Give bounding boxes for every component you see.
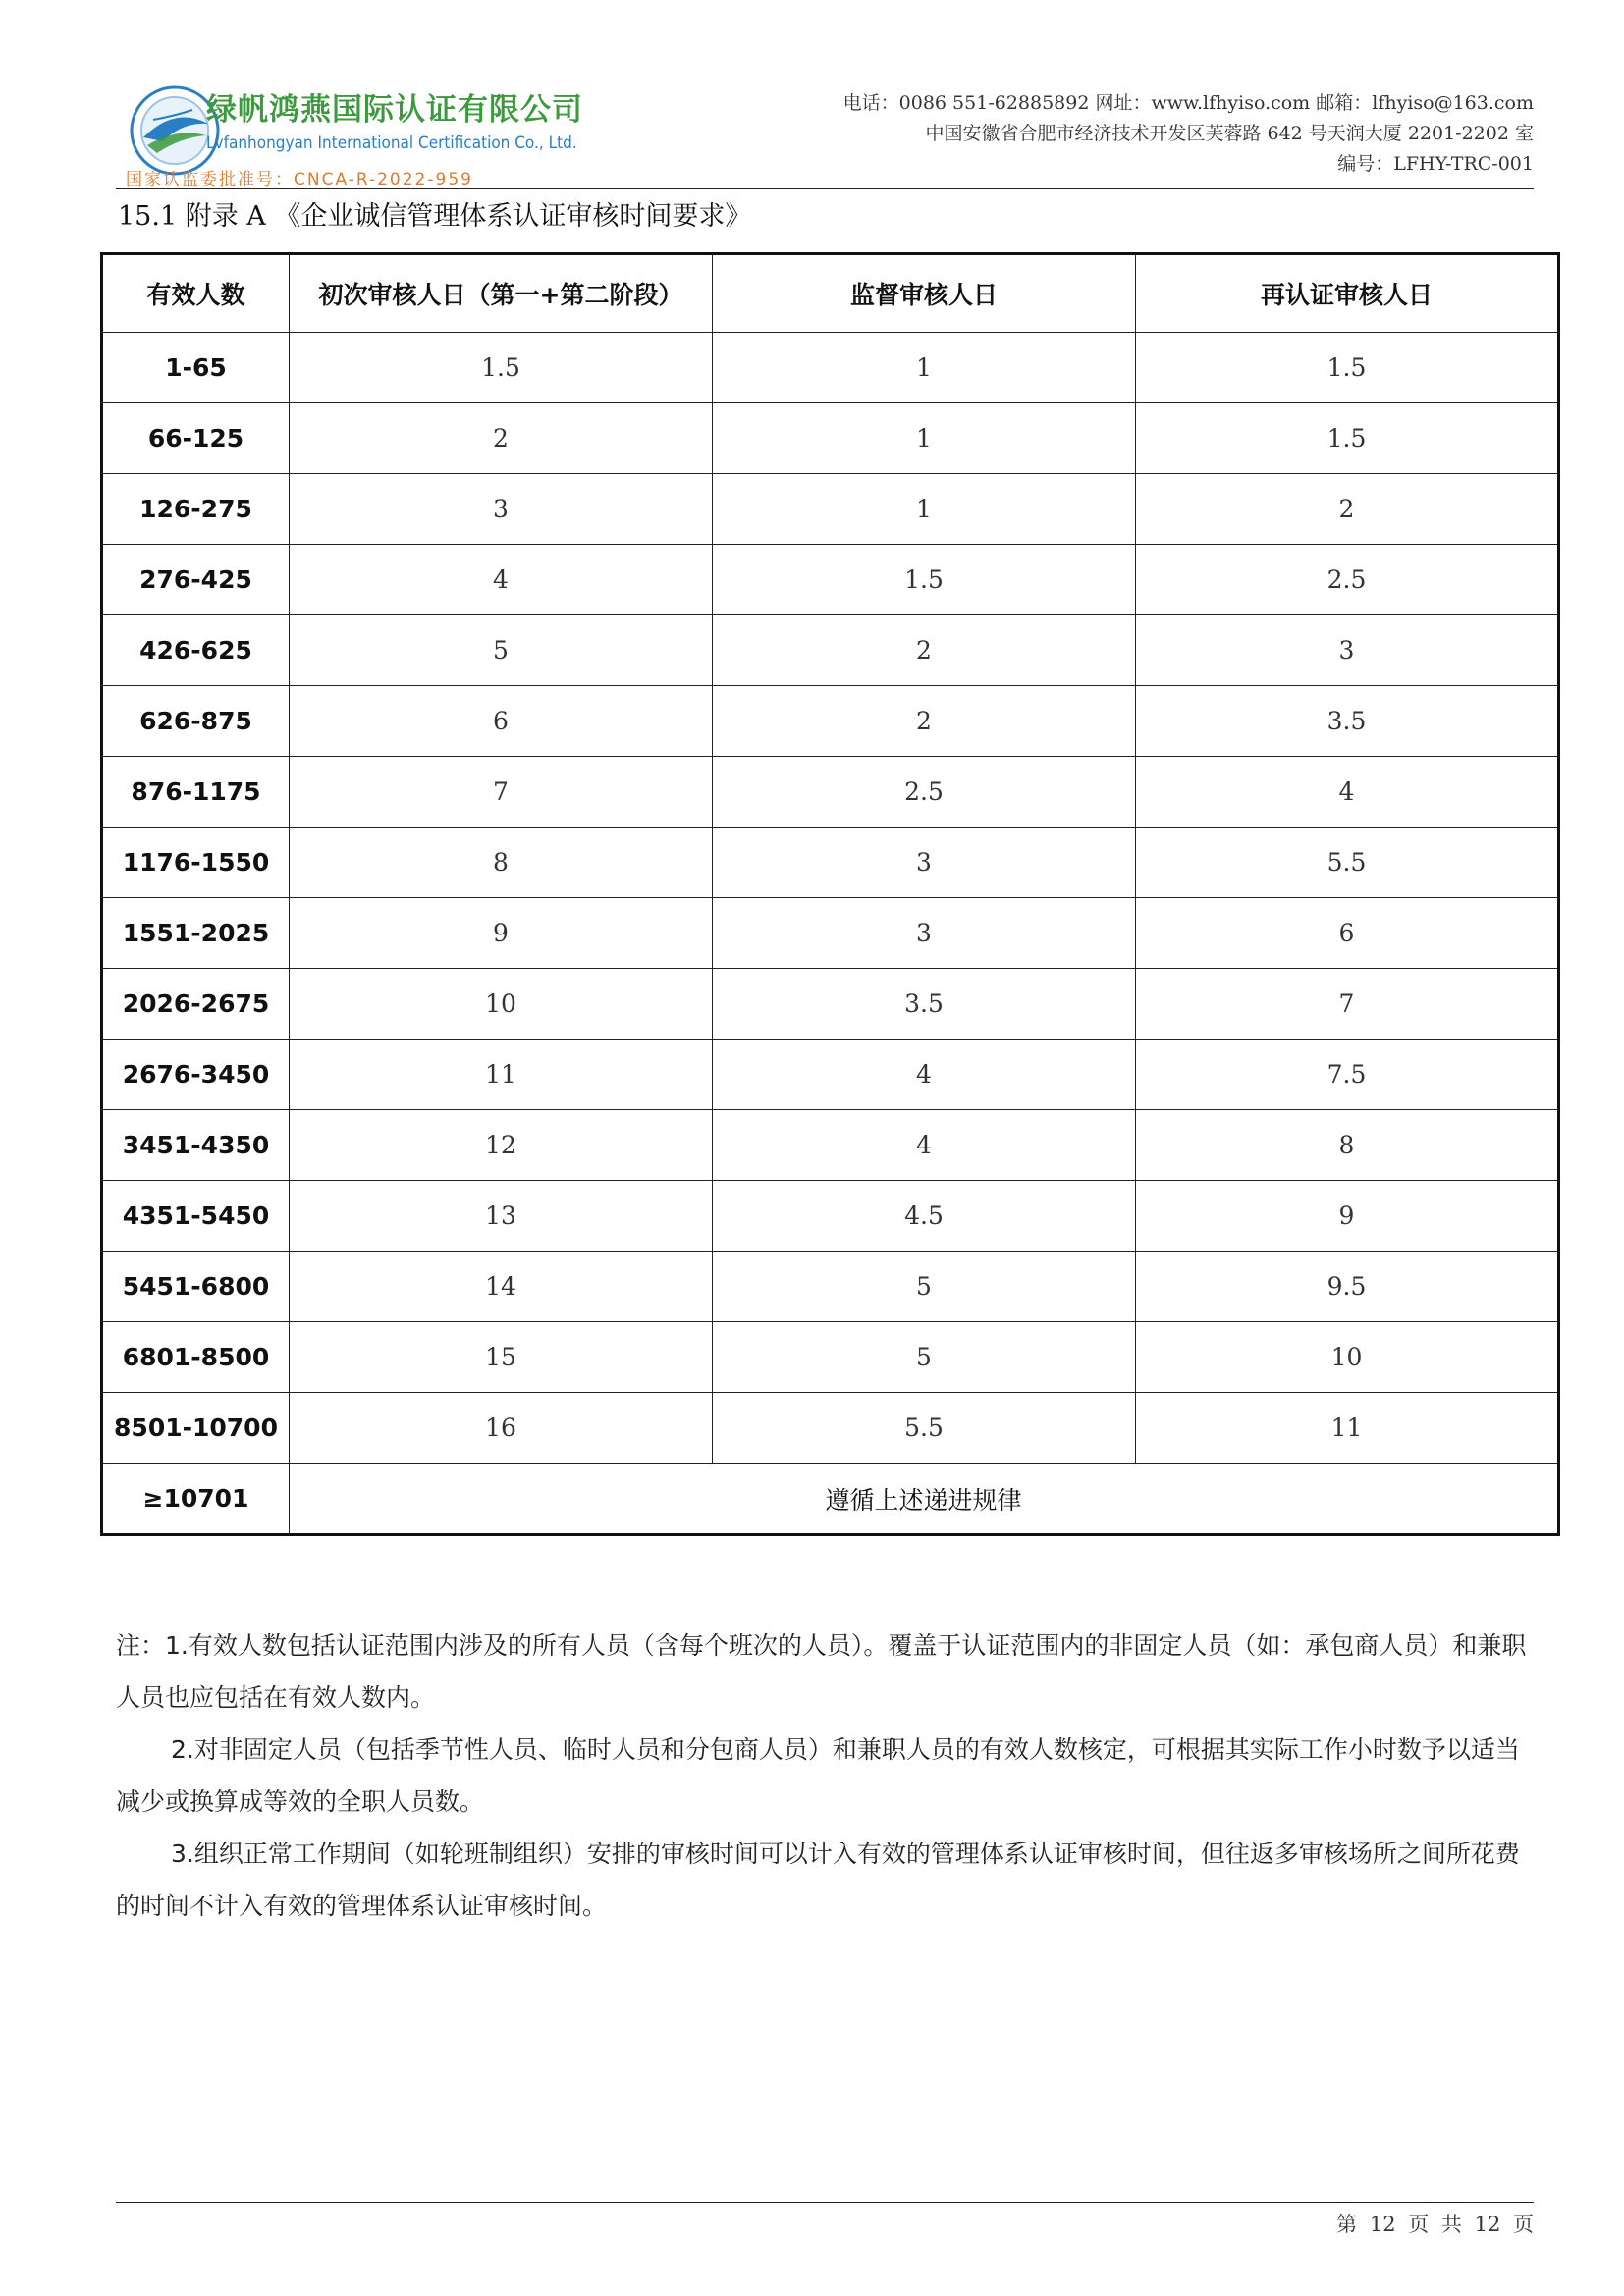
- cell-recertification-days: 1.5: [1136, 333, 1559, 403]
- cell-recertification-days: 2: [1136, 474, 1559, 545]
- cell-recertification-days: 2.5: [1136, 545, 1559, 615]
- cell-surveillance-days: 5: [713, 1252, 1136, 1322]
- table-row: [102, 1322, 1559, 1393]
- cell-surveillance-days: 1.5: [713, 545, 1136, 615]
- cell-range: 1551-2025: [102, 898, 290, 969]
- cell-range: 1176-1550: [102, 828, 290, 898]
- table-row: [102, 757, 1559, 828]
- cell-surveillance-days: 4: [713, 1040, 1136, 1110]
- cell-initial-audit-days: 9: [290, 898, 713, 969]
- company-name-en: Lvfanhongyan International Certification Co., Ltd.: [206, 133, 577, 153]
- cell-surveillance-days: 2: [713, 686, 1136, 757]
- cell-recertification-days: 4: [1136, 757, 1559, 828]
- cell-merged-rule: 遵循上述递进规律: [290, 1464, 1559, 1535]
- cell-range: 626-875: [102, 686, 290, 757]
- cell-recertification-days: 7.5: [1136, 1040, 1559, 1110]
- cell-recertification-days: 6: [1136, 898, 1559, 969]
- letterhead: [116, 69, 1534, 187]
- note-3: 3.组织正常工作期间（如轮班制组织）安排的审核时间可以计入有效的管理体系认证审核时间，但往返多审核场所之间所花费的时间不计入有效的管理体系认证审核时间。: [116, 1840, 1520, 1920]
- audit-time-table: [100, 252, 1560, 1536]
- cell-recertification-days: 8: [1136, 1110, 1559, 1181]
- cell-initial-audit-days: 14: [290, 1252, 713, 1322]
- cell-range: ≥10701: [102, 1464, 290, 1535]
- table-row: [102, 333, 1559, 403]
- table-row: [102, 1110, 1559, 1181]
- col-header-recertification-audit: 再认证审核人日: [1136, 254, 1559, 333]
- cell-range: 126-275: [102, 474, 290, 545]
- cell-recertification-days: 9.5: [1136, 1252, 1559, 1322]
- cell-surveillance-days: 5: [713, 1322, 1136, 1393]
- col-header-surveillance-audit: 监督审核人日: [713, 254, 1136, 333]
- approval-number: 国家认监委批准号：CNCA-R-2022-959: [126, 170, 473, 189]
- table-row: [102, 1040, 1559, 1110]
- contact-address: 中国安徽省合肥市经济技术开发区芙蓉路 642 号天润大厦 2201-2202 室: [925, 123, 1534, 144]
- cell-surveillance-days: 4: [713, 1110, 1136, 1181]
- cell-surveillance-days: 1: [713, 333, 1136, 403]
- cell-recertification-days: 1.5: [1136, 403, 1559, 474]
- table-row: [102, 615, 1559, 686]
- cell-range: 2026-2675: [102, 969, 290, 1040]
- cell-surveillance-days: 2: [713, 615, 1136, 686]
- cell-recertification-days: 7: [1136, 969, 1559, 1040]
- cell-range: 5451-6800: [102, 1252, 290, 1322]
- cell-surveillance-days: 1: [713, 474, 1136, 545]
- table-body: [102, 333, 1559, 1535]
- table-row: [102, 969, 1559, 1040]
- cell-initial-audit-days: 11: [290, 1040, 713, 1110]
- cell-surveillance-days: 3: [713, 898, 1136, 969]
- cell-initial-audit-days: 13: [290, 1181, 713, 1252]
- table-row: [102, 1181, 1559, 1252]
- document-number: 编号：LFHY-TRC-001: [1337, 153, 1534, 175]
- section-title: 15.1 附录 A 《企业诚信管理体系认证审核时间要求》: [118, 201, 752, 232]
- cell-initial-audit-days: 3: [290, 474, 713, 545]
- cell-range: 426-625: [102, 615, 290, 686]
- cell-range: 6801-8500: [102, 1322, 290, 1393]
- cell-range: 8501-10700: [102, 1393, 290, 1464]
- cell-range: 876-1175: [102, 757, 290, 828]
- cell-initial-audit-days: 6: [290, 686, 713, 757]
- cell-recertification-days: 10: [1136, 1322, 1559, 1393]
- header-divider: [116, 188, 1534, 189]
- company-name-cn: 绿帆鸿燕国际认证有限公司: [206, 92, 583, 128]
- cell-initial-audit-days: 15: [290, 1322, 713, 1393]
- footer-divider: [116, 2202, 1534, 2203]
- col-header-initial-audit: 初次审核人日（第一+第二阶段）: [290, 254, 713, 333]
- cell-range: 3451-4350: [102, 1110, 290, 1181]
- table-row: [102, 686, 1559, 757]
- cell-initial-audit-days: 8: [290, 828, 713, 898]
- cell-initial-audit-days: 1.5: [290, 333, 713, 403]
- table-row: [102, 545, 1559, 615]
- table-row: [102, 1252, 1559, 1322]
- cell-range: 4351-5450: [102, 1181, 290, 1252]
- note-2: 2.对非固定人员（包括季节性人员、临时人员和分包商人员）和兼职人员的有效人数核定，可根据其实际工作小时数予以适当减少或换算成等效的全职人员数。: [116, 1735, 1520, 1816]
- table-row: [102, 828, 1559, 898]
- cell-surveillance-days: 4.5: [713, 1181, 1136, 1252]
- cell-surveillance-days: 3: [713, 828, 1136, 898]
- cell-surveillance-days: 2.5: [713, 757, 1136, 828]
- table-row: [102, 474, 1559, 545]
- note-1: 注：1.有效人数包括认证范围内涉及的所有人员（含每个班次的人员）。覆盖于认证范围内的非固定人员（如：承包商人员）和兼职人员也应包括在有效人数内。: [116, 1631, 1527, 1712]
- cell-surveillance-days: 3.5: [713, 969, 1136, 1040]
- cell-range: 2676-3450: [102, 1040, 290, 1110]
- cell-recertification-days: 3: [1136, 615, 1559, 686]
- notes-section: [116, 1620, 1530, 1932]
- cell-initial-audit-days: 5: [290, 615, 713, 686]
- cell-recertification-days: 3.5: [1136, 686, 1559, 757]
- table-row: [102, 1393, 1559, 1464]
- audit-time-table-wrapper: [100, 252, 1557, 1536]
- table-row-merged: [102, 1464, 1559, 1535]
- cell-surveillance-days: 5.5: [713, 1393, 1136, 1464]
- table-row: [102, 898, 1559, 969]
- cell-surveillance-days: 1: [713, 403, 1136, 474]
- cell-recertification-days: 5.5: [1136, 828, 1559, 898]
- table-header-row: [102, 254, 1559, 333]
- cell-range: 66-125: [102, 403, 290, 474]
- page-number: 第 12 页 共 12 页: [1336, 2213, 1534, 2236]
- cell-initial-audit-days: 4: [290, 545, 713, 615]
- cell-initial-audit-days: 16: [290, 1393, 713, 1464]
- cell-range: 1-65: [102, 333, 290, 403]
- contact-block: [843, 88, 1534, 180]
- cell-recertification-days: 11: [1136, 1393, 1559, 1464]
- contact-phone-web-email: 电话：0086 551-62885892 网址：www.lfhyiso.com 邮箱：lfhyiso@163.com: [842, 92, 1534, 114]
- cell-initial-audit-days: 2: [290, 403, 713, 474]
- cell-recertification-days: 9: [1136, 1181, 1559, 1252]
- cell-initial-audit-days: 10: [290, 969, 713, 1040]
- col-header-effective-personnel: 有效人数: [102, 254, 290, 333]
- cell-initial-audit-days: 7: [290, 757, 713, 828]
- cell-initial-audit-days: 12: [290, 1110, 713, 1181]
- cell-range: 276-425: [102, 545, 290, 615]
- table-row: [102, 403, 1559, 474]
